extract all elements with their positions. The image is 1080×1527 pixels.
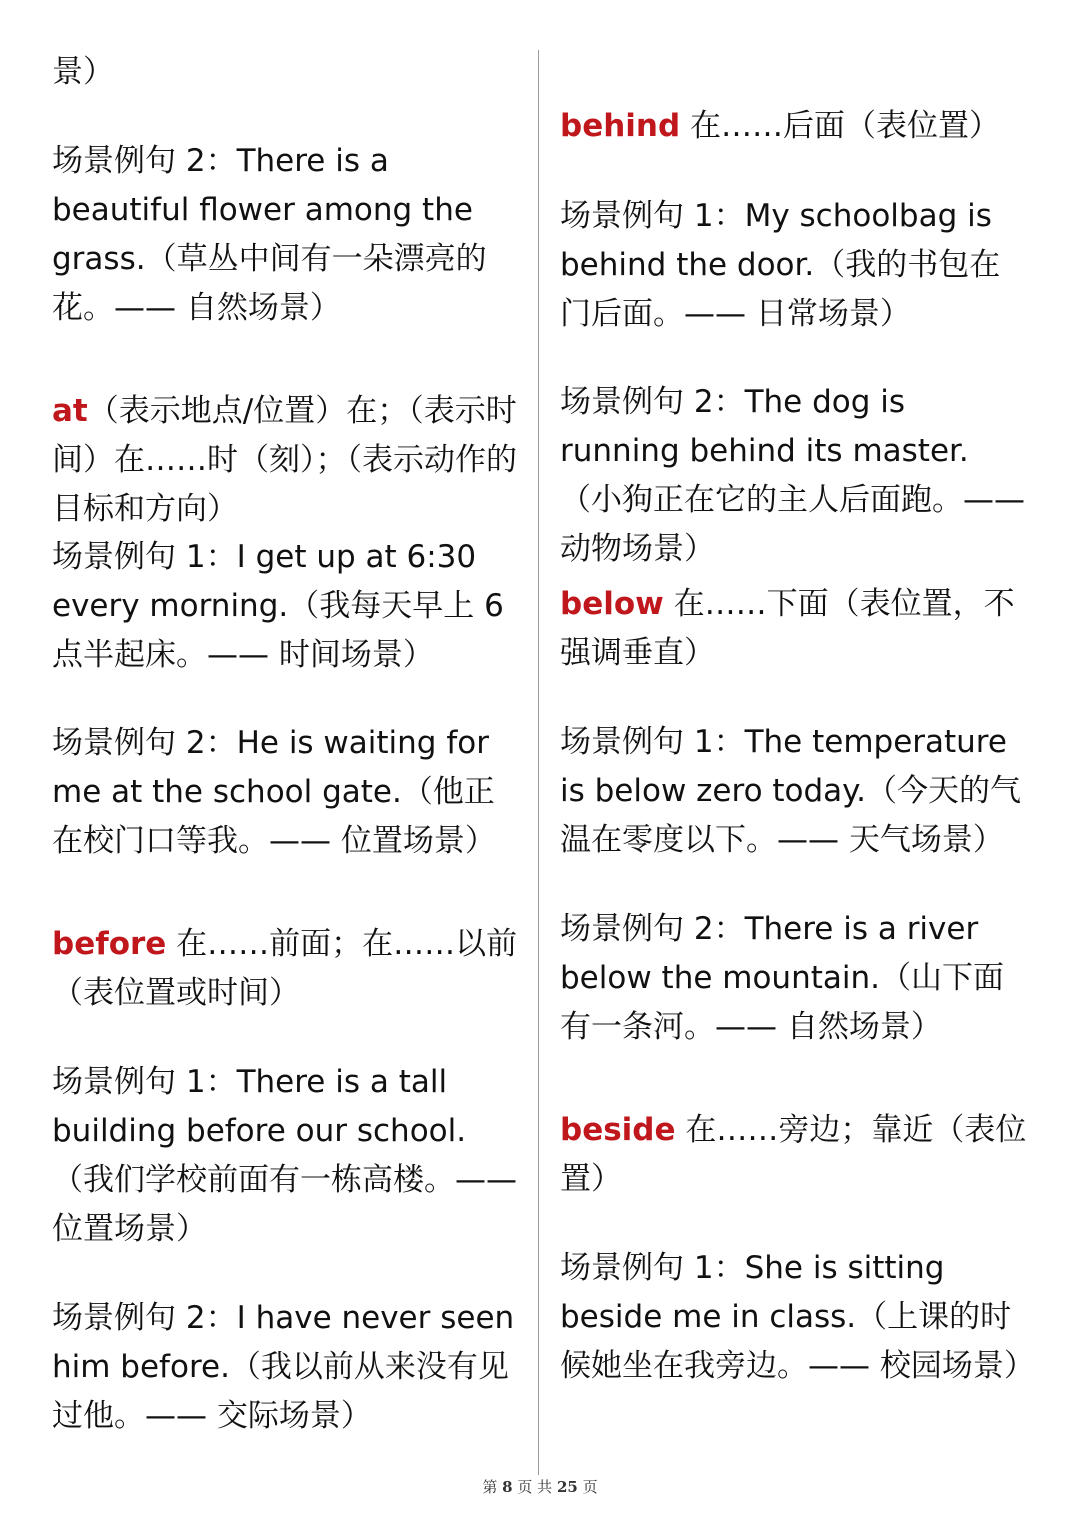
keyword-beside: beside <box>560 1112 676 1148</box>
total-page-number: 25 <box>556 1478 578 1496</box>
keyword-below: below <box>560 586 664 622</box>
example-among-2: 场景例句 2：There is a beautiful flower among the grass.（草丛中间有一朵漂亮的花。—— 自然场景） <box>52 143 487 326</box>
example-below-2: 场景例句 2：There is a river below the mountain.（山下面有一条河。—— 自然场景） <box>560 911 1004 1045</box>
entry-before-definition <box>52 920 524 1018</box>
current-page-number: 8 <box>502 1478 513 1496</box>
example-before-1: 场景例句 1：There is a tall building before our school.（我们学校前面有一栋高楼。—— 位置场景） <box>52 1064 517 1247</box>
example-beside-1: 场景例句 1：She is sitting beside me in class.（上课的时候她坐在我旁边。—— 校园场景） <box>560 1250 1035 1384</box>
footer-prefix: 第 <box>482 1478 498 1496</box>
before-definition-text: 在……前面；在……以前（表位置或时间） <box>52 926 518 1011</box>
example-behind-1: 场景例句 1：My schoolbag is behind the door.（我的书包在门后面。—— 日常场景） <box>560 198 1001 332</box>
keyword-before: before <box>52 926 167 962</box>
footer-middle: 页 共 <box>517 1478 553 1496</box>
example-before-2: 场景例句 2：I have never seen him before.（我以前从来没有见过他。—— 交际场景） <box>52 1300 515 1434</box>
footer-suffix: 页 <box>582 1478 598 1496</box>
at-definition-text: （表示地点/位置）在；（表示时间）在……时（刻）；（表示动作的目标和方向） <box>52 393 517 527</box>
column-divider <box>538 50 539 1475</box>
page-footer <box>0 1476 1080 1497</box>
keyword-at: at <box>52 393 88 429</box>
entry-below-definition <box>560 580 1030 678</box>
example-at-2: 场景例句 2：He is waiting for me at the school gate.（他正在校门口等我。—— 位置场景） <box>52 725 496 859</box>
example-below-1: 场景例句 1：The temperature is below zero today.（今天的气温在零度以下。—— 天气场景） <box>560 724 1021 858</box>
example-behind-2: 场景例句 2：The dog is running behind its master.（小狗正在它的主人后面跑。—— 动物场景） <box>560 384 1025 567</box>
example-at-1: 场景例句 1：I get up at 6:30 every morning.（我每天早上 6 点半起床。—— 时间场景） <box>52 539 504 673</box>
entry-at-definition <box>52 387 524 534</box>
entry-beside-definition <box>560 1106 1030 1204</box>
keyword-behind: behind <box>560 108 681 144</box>
continued-text: 景） <box>52 54 114 90</box>
entry-behind-definition <box>560 102 1030 151</box>
below-definition-text: 在……下面（表位置，不强调垂直） <box>560 586 1015 671</box>
behind-definition-text: 在……后面（表位置） <box>680 108 1001 144</box>
beside-definition-text: 在……旁边；靠近（表位置） <box>560 1112 1027 1197</box>
